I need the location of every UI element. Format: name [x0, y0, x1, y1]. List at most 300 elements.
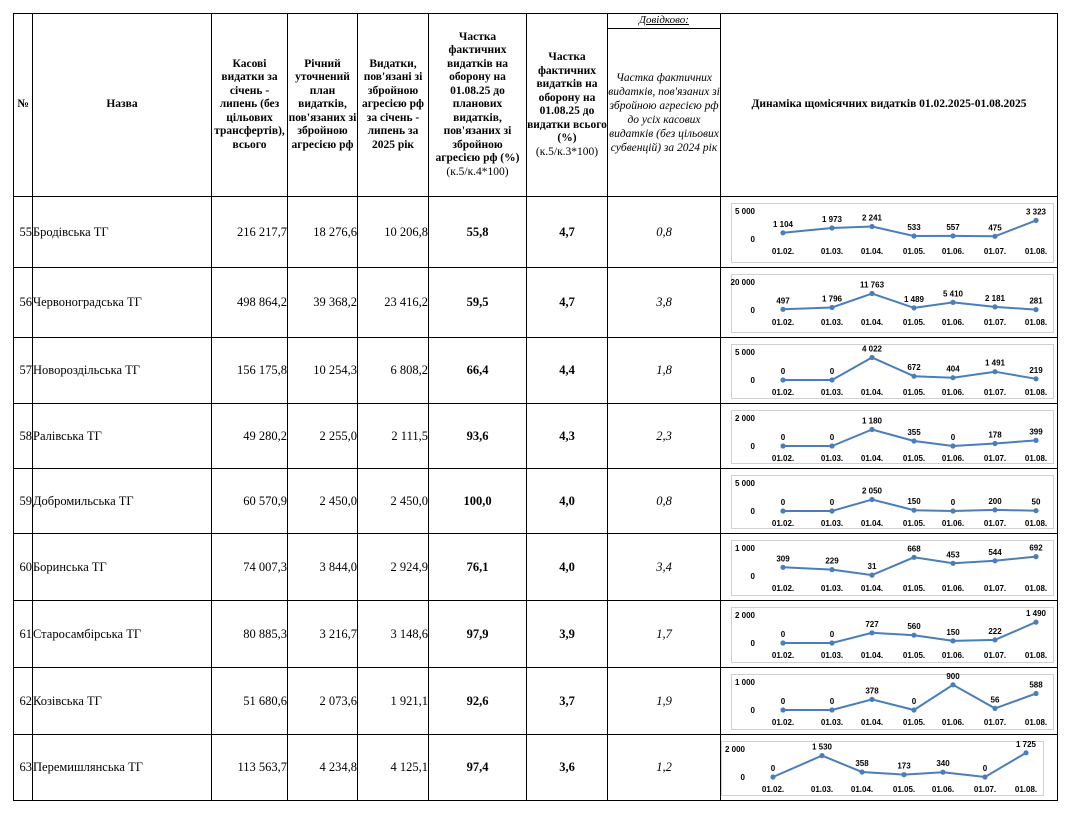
data-label: 5 410 [942, 289, 964, 299]
header-reference-label: Довідково: [608, 14, 721, 29]
x-tick-label: 01.02. [771, 651, 795, 660]
x-tick-label: 01.05. [902, 718, 926, 727]
table-row [14, 534, 1058, 601]
data-label: 0 [780, 498, 786, 507]
y-axis-min-label: 0 [750, 235, 755, 244]
data-label: 0 [780, 433, 786, 442]
community-name: Червоноградська ТГ [33, 268, 212, 338]
reference-share-2024: 0,8 [608, 469, 721, 534]
x-tick-label: 01.06. [931, 785, 955, 794]
data-label: 56 [990, 695, 1000, 705]
data-point [911, 305, 916, 310]
data-label: 200 [988, 496, 1002, 506]
x-tick-label: 01.07. [983, 454, 1007, 463]
x-tick-label: 01.08. [1024, 651, 1048, 660]
data-label: 0 [780, 630, 786, 639]
y-axis-min-label: 0 [750, 306, 755, 315]
share-of-plan: 100,0 [429, 469, 527, 534]
data-label: 1 180 [861, 416, 883, 426]
x-tick-label: 01.04. [860, 519, 884, 528]
sparkline-chart [721, 601, 1058, 668]
data-point [901, 772, 906, 777]
y-axis-max-label: 1 000 [734, 544, 755, 553]
x-tick-label: 01.07. [983, 718, 1007, 727]
x-tick-label: 01.05. [902, 584, 926, 593]
x-tick-label: 01.02. [771, 318, 795, 327]
header-aggression-spending: Видатки, пов'язані зі збройною агресією рф за січень - липень за 2025 рік [358, 14, 429, 197]
data-label: 0 [770, 764, 776, 773]
aggression-spending: 2 450,0 [358, 469, 429, 534]
community-name: Бродівська ТГ [33, 197, 212, 268]
share-of-plan: 59,5 [429, 268, 527, 338]
x-tick-label: 01.06. [941, 519, 965, 528]
data-point [992, 304, 997, 309]
data-label: 727 [865, 619, 879, 629]
x-tick-label: 01.08. [1024, 718, 1048, 727]
data-label: 588 [1029, 680, 1043, 690]
data-point [1033, 620, 1038, 625]
data-point [950, 508, 955, 513]
reference-share-2024: 1,7 [608, 601, 721, 668]
x-tick-label: 01.08. [1014, 785, 1038, 794]
data-label: 1 725 [1015, 739, 1037, 749]
data-point [992, 706, 997, 711]
community-name: Перемишлянська ТГ [33, 735, 212, 801]
x-tick-label: 01.08. [1024, 388, 1048, 397]
x-tick-label: 01.06. [941, 247, 965, 256]
annual-plan: 2 450,0 [288, 469, 358, 534]
header-chart: Динаміка щомісячних видатків 01.02.2025-01.08.2025 [721, 14, 1058, 197]
data-point [780, 307, 785, 312]
data-point [869, 630, 874, 635]
y-axis-min-label: 0 [750, 639, 755, 648]
x-tick-label: 01.03. [820, 584, 844, 593]
data-point [780, 640, 785, 645]
data-label: 0 [950, 498, 956, 507]
data-point [869, 427, 874, 432]
data-point [829, 640, 834, 645]
y-axis-min-label: 0 [750, 442, 755, 451]
x-tick-label: 01.06. [941, 718, 965, 727]
y-axis-max-label: 5 000 [734, 348, 755, 357]
annual-plan: 3 216,7 [288, 601, 358, 668]
x-tick-label: 01.02. [771, 584, 795, 593]
data-label: 0 [982, 764, 988, 773]
data-label: 672 [907, 363, 921, 373]
cash-expenditure: 74 007,3 [212, 534, 288, 601]
data-label: 229 [825, 556, 839, 566]
data-point [1033, 218, 1038, 223]
cash-expenditure: 60 570,9 [212, 469, 288, 534]
reference-share-2024: 1,8 [608, 338, 721, 404]
header-share-plan-formula: (к.5/к.4*100) [446, 165, 509, 178]
annual-plan: 3 844,0 [288, 534, 358, 601]
x-tick-label: 01.06. [941, 388, 965, 397]
data-point [950, 443, 955, 448]
table-row [14, 735, 1058, 801]
sparkline-cell [721, 469, 1058, 534]
reference-share-2024: 0,8 [608, 197, 721, 268]
sparkline-cell [721, 197, 1058, 268]
aggression-spending: 1 921,1 [358, 668, 429, 735]
x-tick-label: 01.04. [860, 584, 884, 593]
x-tick-label: 01.07. [983, 247, 1007, 256]
y-axis-max-label: 20 000 [730, 278, 755, 287]
data-label: 544 [988, 547, 1002, 557]
x-tick-label: 01.04. [860, 718, 884, 727]
data-label: 1 490 [1025, 609, 1047, 619]
x-tick-label: 01.04. [850, 785, 874, 794]
data-point [869, 224, 874, 229]
x-tick-label: 01.08. [1024, 519, 1048, 528]
x-tick-label: 01.04. [860, 651, 884, 660]
sparkline-cell [721, 735, 1058, 801]
data-label: 399 [1029, 427, 1043, 437]
row-number: 58 [14, 404, 33, 469]
sparkline-chart [721, 338, 1058, 404]
share-of-total: 4,3 [527, 404, 608, 469]
header-share-total-label: Частка фактичних видатків на оборону на 01.08.25 до видатки всього (%) [527, 51, 607, 144]
community-name: Ралівська ТГ [33, 404, 212, 469]
x-tick-label: 01.04. [860, 318, 884, 327]
community-name: Старосамбірська ТГ [33, 601, 212, 668]
y-axis-max-label: 1 000 [734, 678, 755, 687]
y-axis-min-label: 0 [750, 376, 755, 385]
data-point [869, 497, 874, 502]
data-label: 150 [946, 627, 960, 637]
share-of-total: 3,6 [527, 735, 608, 801]
annual-plan: 2 073,6 [288, 668, 358, 735]
x-tick-label: 01.05. [902, 651, 926, 660]
header-share-total-formula: (к.5/к.3*100) [535, 145, 599, 158]
aggression-spending: 2 924,9 [358, 534, 429, 601]
data-label: 3 323 [1025, 207, 1047, 217]
share-of-total: 4,7 [527, 197, 608, 268]
y-axis-min-label: 0 [740, 773, 745, 782]
x-tick-label: 01.02. [771, 388, 795, 397]
y-axis-max-label: 2 000 [734, 414, 755, 423]
data-label: 1 530 [811, 742, 833, 752]
header-cash: Касові видатки за січень - липень (без цільових трансфертів), всього [212, 14, 288, 197]
share-of-plan: 92,6 [429, 668, 527, 735]
share-of-total: 4,7 [527, 268, 608, 338]
header-no: № [14, 14, 33, 197]
data-point [829, 443, 834, 448]
sparkline-cell [721, 668, 1058, 735]
data-label: 453 [946, 550, 960, 560]
data-point [950, 300, 955, 305]
data-label: 219 [1029, 365, 1043, 375]
sparkline-chart [721, 197, 1058, 268]
row-number: 61 [14, 601, 33, 668]
defense-spending-table [13, 13, 1058, 801]
data-point [911, 233, 916, 238]
data-point [780, 508, 785, 513]
table-row [14, 469, 1058, 534]
data-label: 309 [776, 554, 790, 564]
sparkline-chart [721, 735, 1058, 801]
table-row [14, 268, 1058, 338]
community-name: Новороздільська ТГ [33, 338, 212, 404]
data-label: 11 763 [859, 280, 885, 290]
aggression-spending: 2 111,5 [358, 404, 429, 469]
aggression-spending: 23 416,2 [358, 268, 429, 338]
x-tick-label: 01.02. [761, 785, 785, 794]
share-of-plan: 66,4 [429, 338, 527, 404]
data-label: 475 [988, 223, 1002, 233]
x-tick-label: 01.04. [860, 247, 884, 256]
reference-share-2024: 3,4 [608, 534, 721, 601]
data-label: 178 [988, 430, 1002, 440]
cash-expenditure: 156 175,8 [212, 338, 288, 404]
x-tick-label: 01.03. [820, 454, 844, 463]
annual-plan: 10 254,3 [288, 338, 358, 404]
annual-plan: 39 368,2 [288, 268, 358, 338]
share-of-plan: 76,1 [429, 534, 527, 601]
x-tick-label: 01.07. [983, 584, 1007, 593]
x-tick-label: 01.05. [902, 454, 926, 463]
data-point [869, 573, 874, 578]
data-point [911, 438, 916, 443]
x-tick-label: 01.02. [771, 718, 795, 727]
x-tick-label: 01.08. [1024, 584, 1048, 593]
data-label: 1 973 [821, 215, 843, 224]
header-name: Назва [33, 14, 212, 197]
sparkline-cell [721, 601, 1058, 668]
data-label: 0 [950, 433, 956, 442]
x-tick-label: 01.07. [983, 651, 1007, 660]
data-point [911, 707, 916, 712]
x-tick-label: 01.07. [973, 785, 997, 794]
data-point [992, 441, 997, 446]
row-number: 57 [14, 338, 33, 404]
data-point [780, 707, 785, 712]
x-tick-label: 01.08. [1024, 318, 1048, 327]
share-of-total: 4,0 [527, 469, 608, 534]
data-point [992, 637, 997, 642]
aggression-spending: 6 808,2 [358, 338, 429, 404]
data-point [1033, 307, 1038, 312]
x-tick-label: 01.02. [771, 247, 795, 256]
data-point [982, 774, 987, 779]
data-point [992, 234, 997, 239]
data-label: 557 [946, 222, 960, 232]
data-label: 358 [855, 759, 869, 768]
data-point [829, 567, 834, 572]
data-point [1033, 438, 1038, 443]
data-point [950, 233, 955, 238]
data-label: 340 [936, 759, 950, 769]
x-tick-label: 01.05. [902, 519, 926, 528]
row-number: 63 [14, 735, 33, 801]
y-axis-min-label: 0 [750, 706, 755, 715]
data-label: 1 491 [984, 358, 1006, 368]
share-of-plan: 93,6 [429, 404, 527, 469]
data-point [950, 375, 955, 380]
data-point [819, 753, 824, 758]
x-tick-label: 01.03. [820, 247, 844, 256]
data-point [1023, 750, 1028, 755]
data-point [780, 230, 785, 235]
annual-plan: 4 234,8 [288, 735, 358, 801]
data-label: 692 [1029, 543, 1043, 553]
x-tick-label: 01.05. [902, 388, 926, 397]
x-tick-label: 01.05. [892, 785, 916, 794]
cash-expenditure: 49 280,2 [212, 404, 288, 469]
share-of-plan: 97,4 [429, 735, 527, 801]
share-of-plan: 97,9 [429, 601, 527, 668]
x-tick-label: 01.03. [820, 388, 844, 397]
header-reference: Частка фактичних видатків, пов'язаних зі збройною агресією рф до усіх касових видатків (без цільових субвенцій) за 2024 рік [608, 29, 721, 197]
header-share-total [527, 14, 608, 197]
sparkline-chart [721, 268, 1058, 338]
y-axis-max-label: 5 000 [734, 479, 755, 488]
x-tick-label: 01.03. [820, 651, 844, 660]
data-point [780, 443, 785, 448]
x-tick-label: 01.03. [810, 785, 834, 794]
x-tick-label: 01.05. [902, 318, 926, 327]
data-point [780, 565, 785, 570]
data-point [1033, 508, 1038, 513]
data-point [940, 770, 945, 775]
row-number: 59 [14, 469, 33, 534]
data-point [829, 305, 834, 310]
data-label: 2 181 [984, 293, 1006, 303]
community-name: Добромильська ТГ [33, 469, 212, 534]
data-label: 0 [829, 433, 835, 442]
x-tick-label: 01.05. [902, 247, 926, 256]
aggression-spending: 3 148,6 [358, 601, 429, 668]
data-point [829, 225, 834, 230]
data-point [780, 377, 785, 382]
share-of-total: 4,0 [527, 534, 608, 601]
data-label: 0 [829, 498, 835, 507]
sparkline-cell [721, 268, 1058, 338]
data-point [1033, 376, 1038, 381]
data-label: 378 [865, 686, 879, 696]
data-point [992, 507, 997, 512]
data-point [770, 774, 775, 779]
x-tick-label: 01.04. [860, 454, 884, 463]
y-axis-min-label: 0 [750, 507, 755, 516]
x-tick-label: 01.03. [820, 318, 844, 327]
annual-plan: 18 276,6 [288, 197, 358, 268]
sparkline-cell [721, 338, 1058, 404]
data-point [950, 638, 955, 643]
data-point [992, 369, 997, 374]
x-tick-label: 01.03. [820, 718, 844, 727]
table-row [14, 404, 1058, 469]
table-row [14, 668, 1058, 735]
x-tick-label: 01.08. [1024, 247, 1048, 256]
reference-share-2024: 1,9 [608, 668, 721, 735]
data-point [911, 633, 916, 638]
data-point [859, 769, 864, 774]
x-tick-label: 01.02. [771, 454, 795, 463]
data-label: 497 [776, 296, 790, 306]
x-tick-label: 01.06. [941, 651, 965, 660]
x-tick-label: 01.07. [983, 318, 1007, 327]
data-label: 31 [867, 562, 877, 572]
data-label: 150 [907, 497, 921, 507]
data-label: 1 796 [821, 294, 843, 304]
data-label: 0 [780, 697, 786, 706]
aggression-spending: 10 206,8 [358, 197, 429, 268]
data-label: 0 [829, 367, 835, 376]
table-row [14, 197, 1058, 268]
sparkline-chart [721, 469, 1058, 534]
row-number: 62 [14, 668, 33, 735]
data-point [1033, 554, 1038, 559]
header-plan: Річний уточнений план видатків, пов'язаних зі збройною агресією рф [288, 14, 358, 197]
data-label: 1 489 [903, 294, 925, 304]
row-number: 60 [14, 534, 33, 601]
data-point [829, 508, 834, 513]
cash-expenditure: 113 563,7 [212, 735, 288, 801]
cash-expenditure: 498 864,2 [212, 268, 288, 338]
x-tick-label: 01.08. [1024, 454, 1048, 463]
aggression-spending: 4 125,1 [358, 735, 429, 801]
x-tick-label: 01.02. [771, 519, 795, 528]
y-axis-min-label: 0 [750, 572, 755, 581]
data-label: 222 [988, 626, 1002, 636]
data-label: 1 104 [772, 219, 794, 229]
data-label: 50 [1031, 497, 1041, 507]
table-row [14, 338, 1058, 404]
data-label: 4 022 [861, 344, 883, 354]
y-axis-max-label: 2 000 [734, 611, 755, 620]
reference-share-2024: 3,8 [608, 268, 721, 338]
data-point [829, 377, 834, 382]
x-tick-label: 01.04. [860, 388, 884, 397]
cash-expenditure: 80 885,3 [212, 601, 288, 668]
data-label: 0 [829, 697, 835, 706]
data-label: 2 050 [861, 486, 883, 496]
data-label: 355 [907, 428, 921, 437]
x-tick-label: 01.07. [983, 388, 1007, 397]
data-point [869, 355, 874, 360]
share-of-total: 3,9 [527, 601, 608, 668]
cash-expenditure: 216 217,7 [212, 197, 288, 268]
y-axis-max-label: 5 000 [734, 207, 755, 216]
x-tick-label: 01.06. [941, 584, 965, 593]
data-label: 0 [829, 630, 835, 639]
reference-share-2024: 1,2 [608, 735, 721, 801]
data-point [869, 697, 874, 702]
cash-expenditure: 51 680,6 [212, 668, 288, 735]
data-point [992, 558, 997, 563]
x-tick-label: 01.07. [983, 519, 1007, 528]
data-point [950, 561, 955, 566]
annual-plan: 2 255,0 [288, 404, 358, 469]
header-share-plan-label: Частка фактичних видатків на оборону на 01.08.25 до планових видатків, пов'язаних зі збройною агресією рф (%) [435, 30, 520, 165]
x-tick-label: 01.06. [941, 454, 965, 463]
data-label: 900 [946, 671, 960, 681]
data-point [911, 508, 916, 513]
y-axis-max-label: 2 000 [724, 745, 745, 754]
data-point [950, 682, 955, 687]
sparkline-cell [721, 534, 1058, 601]
data-label: 668 [907, 544, 921, 554]
data-label: 0 [780, 367, 786, 376]
header-share-plan [429, 14, 527, 197]
row-number: 56 [14, 268, 33, 338]
data-label: 173 [897, 761, 911, 771]
data-label: 404 [946, 364, 960, 374]
community-name: Боринська ТГ [33, 534, 212, 601]
table-row [14, 601, 1058, 668]
community-name: Козівська ТГ [33, 668, 212, 735]
